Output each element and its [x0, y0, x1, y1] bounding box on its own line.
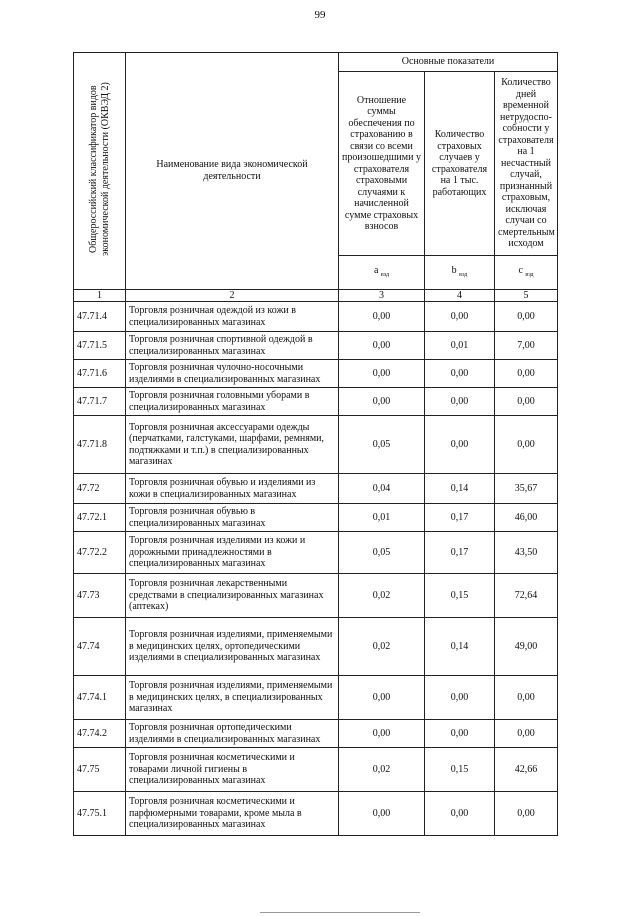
column-number: 3	[339, 289, 425, 302]
row-value-c: 72,64	[495, 574, 558, 618]
row-value-c: 49,00	[495, 618, 558, 676]
table-row	[74, 332, 558, 360]
row-code: 47.72.1	[74, 504, 126, 532]
row-activity-name: Торговля розничная косметическими и товарами личной гигиены в специализированных магазинах	[126, 748, 339, 792]
row-value-a: 0,00	[339, 676, 425, 720]
table-row	[74, 388, 558, 416]
row-value-c: 43,50	[495, 532, 558, 574]
column-number: 4	[425, 289, 495, 302]
table-row	[74, 618, 558, 676]
row-code: 47.74	[74, 618, 126, 676]
row-value-c: 0,00	[495, 676, 558, 720]
table-row	[74, 474, 558, 504]
row-value-c: 46,00	[495, 504, 558, 532]
row-value-b: 0,00	[425, 388, 495, 416]
row-value-a: 0,00	[339, 360, 425, 388]
row-value-c: 0,00	[495, 388, 558, 416]
row-activity-name: Торговля розничная обувью в специализированных магазинах	[126, 504, 339, 532]
row-code: 47.72.2	[74, 532, 126, 574]
row-code: 47.75.1	[74, 792, 126, 836]
row-value-a: 0,00	[339, 388, 425, 416]
row-value-b: 0,17	[425, 504, 495, 532]
row-value-b: 0,15	[425, 748, 495, 792]
row-value-a: 0,02	[339, 574, 425, 618]
row-value-b: 0,14	[425, 474, 495, 504]
row-value-c: 35,67	[495, 474, 558, 504]
row-value-c: 7,00	[495, 332, 558, 360]
row-code: 47.72	[74, 474, 126, 504]
row-value-b: 0,17	[425, 532, 495, 574]
row-activity-name: Торговля розничная головными уборами в специализированных магазинах	[126, 388, 339, 416]
table-row	[74, 720, 558, 748]
row-value-c: 0,00	[495, 720, 558, 748]
table-row	[74, 532, 558, 574]
row-code: 47.74.2	[74, 720, 126, 748]
table-row	[74, 676, 558, 720]
row-value-b: 0,00	[425, 302, 495, 332]
row-code: 47.71.7	[74, 388, 126, 416]
table-row	[74, 748, 558, 792]
main-indicators-header: Основные показатели	[339, 53, 558, 72]
row-activity-name: Торговля розничная обувью и изделиями из кожи в специализированных магазинах	[126, 474, 339, 504]
row-code: 47.71.6	[74, 360, 126, 388]
insurance-indicators-table	[73, 52, 558, 836]
table-row	[74, 302, 558, 332]
table-row	[74, 792, 558, 836]
row-value-c: 0,00	[495, 302, 558, 332]
row-activity-name: Торговля розничная изделиями, применяемыми в медицинских целях, ортопедическими изделиями в специализированных магазинах	[126, 618, 339, 676]
row-value-c: 0,00	[495, 792, 558, 836]
col-a-symbol: a $_{вэд}$	[339, 256, 425, 289]
row-value-b: 0,01	[425, 332, 495, 360]
table-row	[74, 416, 558, 474]
row-code: 47.73	[74, 574, 126, 618]
table-row	[74, 360, 558, 388]
column-number: 5	[495, 289, 558, 302]
row-value-a: 0,00	[339, 332, 425, 360]
column-number: 1	[74, 289, 126, 302]
row-value-b: 0,00	[425, 416, 495, 474]
row-value-a: 0,00	[339, 302, 425, 332]
col-b-header: Количество страховых случаев у страхователя на 1 тыс. работающих	[425, 72, 495, 256]
row-code: 47.74.1	[74, 676, 126, 720]
row-activity-name: Торговля розничная изделиями, применяемыми в медицинских целях, в специализированных магазинах	[126, 676, 339, 720]
row-value-a: 0,02	[339, 618, 425, 676]
row-value-b: 0,00	[425, 676, 495, 720]
row-activity-name: Торговля розничная одеждой из кожи в специализированных магазинах	[126, 302, 339, 332]
row-value-b: 0,15	[425, 574, 495, 618]
row-value-c: 42,66	[495, 748, 558, 792]
row-activity-name: Торговля розничная ортопедическими изделиями в специализированных магазинах	[126, 720, 339, 748]
activity-name-header: Наименование вида экономической деятельности	[126, 53, 339, 290]
row-value-c: 0,00	[495, 416, 558, 474]
row-activity-name: Торговля розничная изделиями из кожи и дорожными принадлежностями в специализированных магазинах	[126, 532, 339, 574]
row-value-a: 0,00	[339, 792, 425, 836]
row-value-c: 0,00	[495, 360, 558, 388]
row-activity-name: Торговля розничная спортивной одеждой в специализированных магазинах	[126, 332, 339, 360]
row-code: 47.71.4	[74, 302, 126, 332]
row-value-a: 0,00	[339, 720, 425, 748]
page-number: 99	[314, 9, 326, 21]
table-row	[74, 504, 558, 532]
row-activity-name: Торговля розничная аксессуарами одежды (перчатками, галстуками, шарфами, ремнями, подтяжками и т.п.) в специализированных магазинах	[126, 416, 339, 474]
col-c-header: Количество дней временной нетрудоспо-собности у страхователя на 1 несчастный случай, признанный страховым, исключая случаи со смертельным исходом	[495, 72, 558, 256]
row-value-a: 0,02	[339, 748, 425, 792]
row-activity-name: Торговля розничная чулочно-носочными изделиями в специализированных магазинах	[126, 360, 339, 388]
row-value-b: 0,00	[425, 360, 495, 388]
row-code: 47.75	[74, 748, 126, 792]
table-row	[74, 574, 558, 618]
row-code: 47.71.5	[74, 332, 126, 360]
col-c-symbol: c $_{вэд}$	[495, 256, 558, 289]
column-numbers-row	[74, 289, 558, 302]
row-value-a: 0,04	[339, 474, 425, 504]
row-value-a: 0,01	[339, 504, 425, 532]
row-value-b: 0,00	[425, 720, 495, 748]
row-activity-name: Торговля розничная косметическими и парфюмерными товарами, кроме мыла в специализированных магазинах	[126, 792, 339, 836]
classifier-header: Общероссийский классификатор видов экономической деятельности (ОКВЭД 2)	[74, 53, 126, 290]
row-activity-name: Торговля розничная лекарственными средствами в специализированных магазинах (аптеках)	[126, 574, 339, 618]
row-value-a: 0,05	[339, 416, 425, 474]
column-number: 2	[126, 289, 339, 302]
row-value-b: 0,14	[425, 618, 495, 676]
col-a-header: Отношение суммы обеспечения по страхованию в связи со всеми произошедшими у страхователя страховыми случаями к начисленной сумме страховых взносов	[339, 72, 425, 256]
row-value-b: 0,00	[425, 792, 495, 836]
col-b-symbol: b $_{вэд}$	[425, 256, 495, 289]
row-value-a: 0,05	[339, 532, 425, 574]
scan-edge-line	[260, 912, 420, 913]
row-code: 47.71.8	[74, 416, 126, 474]
